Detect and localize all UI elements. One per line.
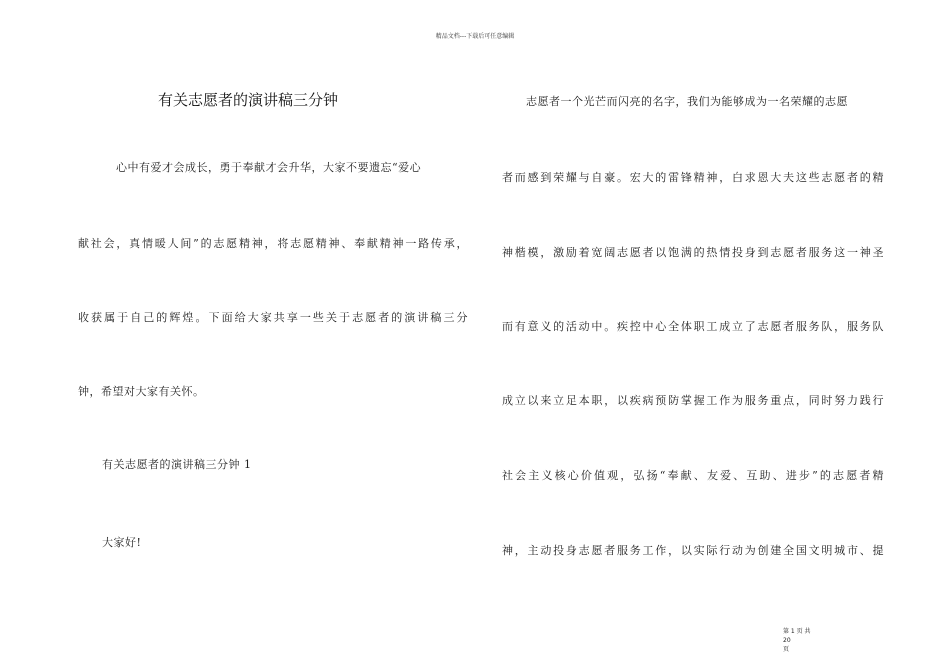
greeting-line: 大家好! bbox=[102, 536, 142, 549]
document-title: 有关志愿者的演讲稿三分钟 bbox=[158, 91, 339, 109]
paragraph-line: 心中有爱才会成长，勇于奉献才会升华，大家不要遗忘“爱心 bbox=[116, 161, 422, 174]
paragraph-line: 收获属于自己的辉煌。下面给大家共享一些关于志愿者的演讲稿三分 bbox=[78, 311, 468, 324]
page-number-line-1: 第 1 页 共 20 bbox=[783, 628, 811, 644]
paragraph-line: 而有意义的活动中。疾控中心全体职工成立了志愿者服务队，服务队 bbox=[502, 320, 884, 333]
page-number-line-2: 页 bbox=[783, 646, 790, 653]
page-footer bbox=[783, 627, 813, 654]
paragraph-line: 献社会，真情暖人间”的志愿精神，将志愿精神、奉献精神一路传承， bbox=[78, 237, 468, 250]
right-column bbox=[502, 0, 884, 672]
paragraph-line: 神，主动投身志愿者服务工作，以实际行动为创建全国文明城市、提 bbox=[502, 544, 884, 557]
paragraph-line: 神楷模，激励着宽阔志愿者以饱满的热情投身到志愿者服务这一神圣 bbox=[502, 246, 884, 259]
left-column bbox=[78, 0, 468, 672]
section-heading: 有关志愿者的演讲稿三分钟 1 bbox=[102, 458, 252, 471]
paragraph-line: 钟，希望对大家有关怀。 bbox=[78, 385, 205, 398]
paragraph-line: 志愿者一个光芒而闪亮的名字，我们为能够成为一名荣耀的志愿 bbox=[526, 95, 848, 108]
paragraph-line: 社会主义核心价值观，弘扬“奉献、友爱、互助、进步”的志愿者精 bbox=[502, 469, 884, 482]
page-header-note: 精品文档---下载后可任意编辑 bbox=[435, 33, 515, 40]
paragraph-line: 成立以来立足本职，以疾病预防掌握工作为服务重点，同时努力践行 bbox=[502, 394, 884, 407]
paragraph-line: 者而感到荣耀与自豪。宏大的雷锋精神，白求恩大夫这些志愿者的精 bbox=[502, 171, 884, 184]
